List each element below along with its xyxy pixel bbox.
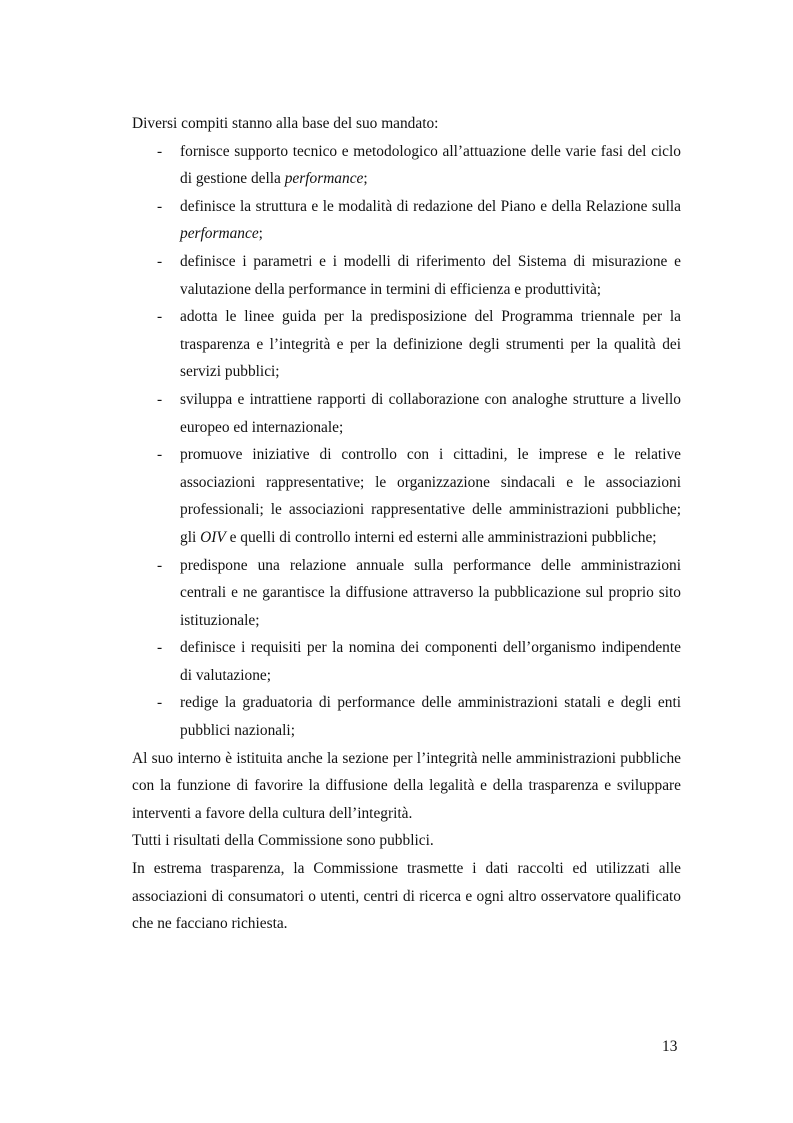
item-text-end: ; bbox=[258, 225, 263, 243]
page-number: 13 bbox=[662, 1038, 678, 1055]
list-dash: - bbox=[157, 308, 163, 326]
item-text: fornisce supporto tecnico e metodologico all’attuazione delle varie fasi del ciclo di gestione della bbox=[180, 142, 681, 188]
results-public-paragraph: Tutti i risultati della Commissione sono pubblici. bbox=[132, 832, 434, 850]
item-text: promuove iniziative di controllo con i cittadini, le imprese e le relative associazioni rappresentative; le organizzazione sindacali e le associazioni professionali; le associazioni rappresentative delle amministrazioni pubbliche; gli bbox=[180, 446, 681, 546]
list-item bbox=[132, 303, 681, 386]
list-item bbox=[132, 441, 681, 551]
transparency-paragraph: In estrema trasparenza, la Commissione trasmette i dati raccolti ed utilizzati alle associazioni di consumatori o utenti, centri di ricerca e ogni altro osservatore qualificato che ne facciano richiesta. bbox=[132, 860, 681, 933]
item-text: definisce i parametri e i modelli di riferimento del Sistema di misurazione e valutazione della performance in termini di efficienza e produttività; bbox=[180, 252, 681, 298]
list-item bbox=[132, 552, 681, 635]
list-dash: - bbox=[157, 142, 163, 160]
item-emphasis: OIV bbox=[200, 528, 226, 546]
integrity-section-paragraph: Al suo interno è istituita anche la sezione per l’integrità nelle amministrazioni pubbliche con la funzione di favorire la diffusione della legalità e della trasparenza e sviluppare interventi a favore della cultura dell’integrità. bbox=[132, 749, 681, 822]
item-text-end: e quelli di controllo interni ed esterni alle amministrazioni pubbliche; bbox=[225, 528, 657, 546]
list-item bbox=[132, 634, 681, 689]
list-dash: - bbox=[157, 694, 163, 712]
list-dash: - bbox=[157, 390, 163, 408]
list-dash: - bbox=[157, 252, 163, 270]
list-dash: - bbox=[157, 639, 163, 657]
item-text: definisce i requisiti per la nomina dei componenti dell’organismo indipendente di valutazione; bbox=[180, 639, 681, 684]
list-item bbox=[132, 386, 681, 441]
item-emphasis: performance bbox=[180, 225, 259, 243]
list-dash: - bbox=[157, 446, 163, 464]
item-text: predispone una relazione annuale sulla performance delle amministrazioni centrali e ne garantisce la diffusione attraverso la pubblicazione sul proprio sito istituzionale; bbox=[180, 556, 681, 629]
list-dash: - bbox=[157, 197, 163, 215]
item-emphasis: performance bbox=[284, 170, 364, 188]
item-text: definisce la struttura e le modalità di redazione del Piano e della Relazione sulla bbox=[180, 197, 681, 215]
item-text-end: ; bbox=[363, 170, 368, 188]
item-text: adotta le linee guida per la predisposizione del Programma triennale per la trasparenza e l’integrità e per la definizione degli strumenti per la qualità dei servizi pubblici; bbox=[180, 308, 681, 381]
item-text: sviluppa e intrattiene rapporti di collaborazione con analoghe strutture a livello europeo ed internazionale; bbox=[180, 390, 681, 436]
list-item bbox=[132, 248, 681, 303]
list-item bbox=[132, 193, 681, 248]
duties-list bbox=[132, 138, 681, 745]
item-text: redige la graduatoria di performance delle amministrazioni statali e degli enti pubblici nazionali; bbox=[180, 694, 681, 740]
list-item bbox=[132, 138, 681, 193]
body-text bbox=[132, 110, 681, 938]
list-item bbox=[132, 689, 681, 744]
intro-paragraph: Diversi compiti stanno alla base del suo mandato: bbox=[132, 115, 439, 132]
list-dash: - bbox=[157, 556, 163, 574]
